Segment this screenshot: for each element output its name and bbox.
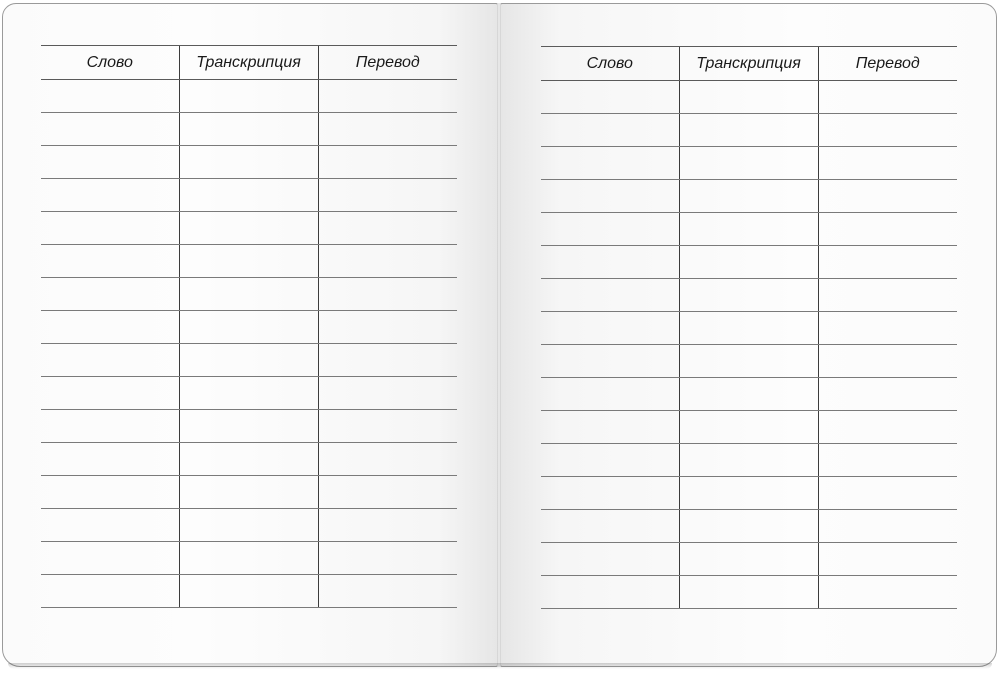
transcription-cell [179, 146, 318, 179]
table-row [41, 311, 457, 344]
table-row [541, 213, 957, 246]
word-cell [541, 246, 679, 279]
transcription-cell [679, 147, 818, 180]
transcription-cell [179, 476, 318, 509]
translation-cell [818, 213, 957, 246]
column-header-word: Слово [41, 46, 179, 80]
word-cell [41, 377, 179, 410]
word-cell [541, 543, 679, 576]
word-cell [41, 476, 179, 509]
transcription-cell [179, 542, 318, 575]
table-row [41, 146, 457, 179]
word-cell [41, 311, 179, 344]
translation-cell [318, 542, 457, 575]
translation-cell [318, 311, 457, 344]
table-row [541, 477, 957, 510]
table-row [41, 542, 457, 575]
word-cell [541, 147, 679, 180]
left-table-body [41, 80, 457, 608]
table-row [541, 576, 957, 609]
transcription-cell [679, 510, 818, 543]
transcription-cell [179, 344, 318, 377]
transcription-cell [179, 278, 318, 311]
transcription-cell [679, 378, 818, 411]
table-header-row [41, 46, 457, 80]
notebook-spine [497, 3, 501, 667]
translation-cell [818, 147, 957, 180]
table-row [541, 510, 957, 543]
word-cell [41, 113, 179, 146]
translation-cell [818, 81, 957, 114]
transcription-cell [679, 246, 818, 279]
word-cell [541, 180, 679, 213]
table-row [41, 410, 457, 443]
transcription-cell [179, 410, 318, 443]
word-cell [541, 477, 679, 510]
column-header-word: Слово [541, 47, 679, 81]
word-cell [541, 213, 679, 246]
word-cell [41, 542, 179, 575]
table-row [41, 113, 457, 146]
word-cell [41, 344, 179, 377]
transcription-cell [179, 113, 318, 146]
table-row [41, 80, 457, 113]
transcription-cell [179, 443, 318, 476]
transcription-cell [679, 279, 818, 312]
transcription-cell [179, 509, 318, 542]
transcription-cell [679, 213, 818, 246]
transcription-cell [679, 180, 818, 213]
word-cell [541, 114, 679, 147]
translation-cell [818, 576, 957, 609]
translation-cell [318, 509, 457, 542]
table-header-row [541, 47, 957, 81]
word-cell [41, 179, 179, 212]
word-cell [41, 443, 179, 476]
word-cell [41, 146, 179, 179]
right-vocabulary-table [541, 46, 957, 609]
word-cell [541, 312, 679, 345]
table-row [41, 443, 457, 476]
translation-cell [318, 80, 457, 113]
transcription-cell [179, 245, 318, 278]
table-row [541, 411, 957, 444]
word-cell [41, 278, 179, 311]
translation-cell [818, 378, 957, 411]
transcription-cell [179, 575, 318, 608]
translation-cell [818, 510, 957, 543]
word-cell [541, 378, 679, 411]
translation-cell [318, 278, 457, 311]
table-row [41, 278, 457, 311]
translation-cell [818, 312, 957, 345]
word-cell [541, 510, 679, 543]
table-row [541, 246, 957, 279]
table-row [41, 344, 457, 377]
table-row [541, 114, 957, 147]
translation-cell [318, 377, 457, 410]
column-header-translation: Перевод [818, 47, 957, 81]
transcription-cell [679, 444, 818, 477]
word-cell [541, 444, 679, 477]
translation-cell [318, 179, 457, 212]
column-header-translation: Перевод [318, 46, 457, 80]
word-cell [41, 509, 179, 542]
translation-cell [818, 543, 957, 576]
table-row [541, 378, 957, 411]
translation-cell [318, 476, 457, 509]
word-cell [541, 345, 679, 378]
translation-cell [818, 246, 957, 279]
translation-cell [818, 345, 957, 378]
table-row [41, 575, 457, 608]
transcription-cell [679, 543, 818, 576]
translation-cell [318, 146, 457, 179]
transcription-cell [679, 576, 818, 609]
translation-cell [818, 114, 957, 147]
table-row [41, 179, 457, 212]
word-cell [541, 576, 679, 609]
word-cell [41, 575, 179, 608]
page-shadow [8, 663, 992, 669]
table-row [41, 377, 457, 410]
word-cell [41, 245, 179, 278]
table-row [541, 147, 957, 180]
transcription-cell [679, 477, 818, 510]
word-cell [541, 81, 679, 114]
table-row [41, 509, 457, 542]
word-cell [541, 279, 679, 312]
translation-cell [318, 344, 457, 377]
translation-cell [318, 575, 457, 608]
word-cell [41, 410, 179, 443]
table-row [541, 444, 957, 477]
transcription-cell [679, 411, 818, 444]
translation-cell [818, 279, 957, 312]
table-row [41, 245, 457, 278]
transcription-cell [179, 80, 318, 113]
word-cell [41, 80, 179, 113]
transcription-cell [179, 377, 318, 410]
translation-cell [318, 443, 457, 476]
table-row [541, 81, 957, 114]
translation-cell [318, 113, 457, 146]
column-header-transcription: Транскрипция [179, 46, 318, 80]
translation-cell [818, 444, 957, 477]
translation-cell [318, 245, 457, 278]
table-row [541, 345, 957, 378]
transcription-cell [679, 312, 818, 345]
translation-cell [818, 180, 957, 213]
transcription-cell [179, 179, 318, 212]
translation-cell [818, 411, 957, 444]
translation-cell [318, 410, 457, 443]
transcription-cell [679, 81, 818, 114]
table-row [541, 180, 957, 213]
right-table-body [541, 81, 957, 609]
transcription-cell [179, 311, 318, 344]
table-row [541, 312, 957, 345]
table-row [541, 543, 957, 576]
table-row [541, 279, 957, 312]
transcription-cell [679, 114, 818, 147]
word-cell [41, 212, 179, 245]
table-row [41, 212, 457, 245]
transcription-cell [679, 345, 818, 378]
word-cell [541, 411, 679, 444]
translation-cell [318, 212, 457, 245]
left-vocabulary-table [41, 45, 457, 608]
translation-cell [818, 477, 957, 510]
transcription-cell [179, 212, 318, 245]
column-header-transcription: Транскрипция [679, 47, 818, 81]
table-row [41, 476, 457, 509]
